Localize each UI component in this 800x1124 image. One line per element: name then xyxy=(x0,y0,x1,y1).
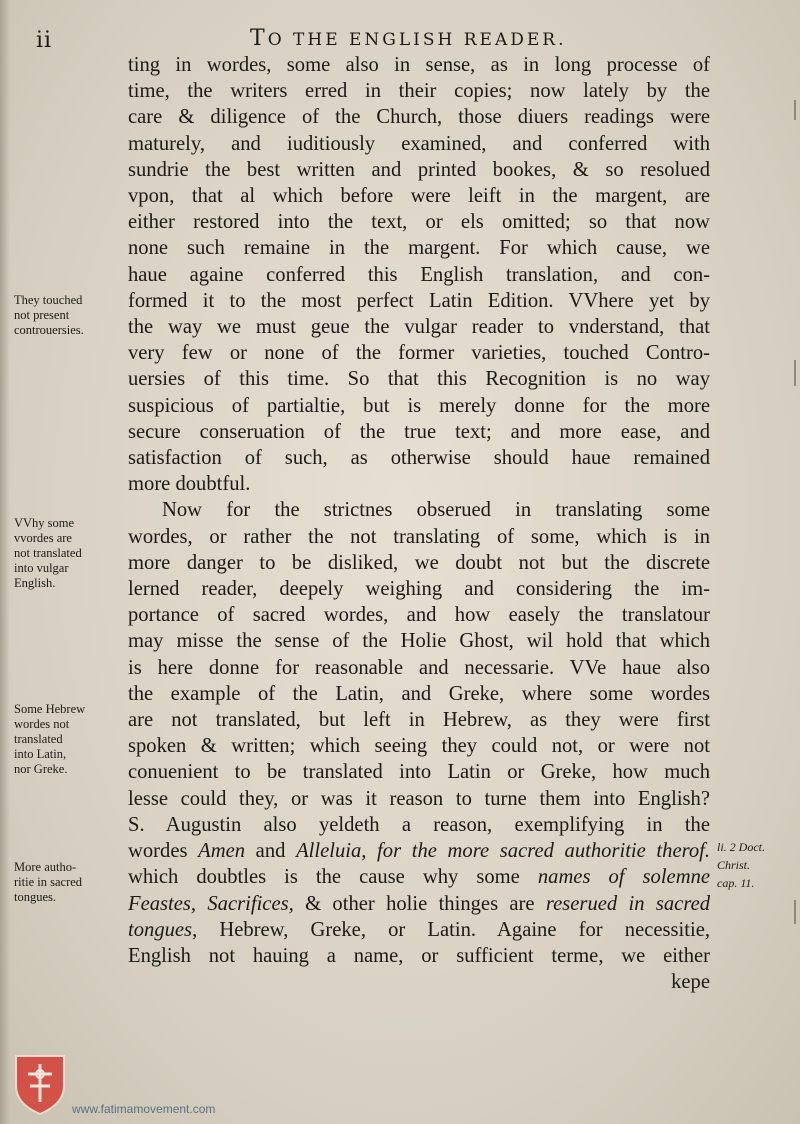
folio-number: ii xyxy=(36,28,53,53)
text-line: very few or none of the former varieties, touched Contro- xyxy=(128,342,710,365)
text-line xyxy=(128,917,710,943)
running-head-initial: T xyxy=(250,26,268,51)
text-line: either restored into the text, or els omitted; so that now xyxy=(128,211,710,234)
italic-run: reserued in sacred xyxy=(545,892,711,915)
text-line: may misse the sense of the Holie Ghost, wil hold that which xyxy=(128,630,710,653)
text-line: sundrie the best written and printed bookes, & so resolued xyxy=(128,158,710,181)
running-head xyxy=(250,26,566,51)
body-text xyxy=(128,52,710,995)
text-line: ting in wordes, some also in sense, as in long processe of xyxy=(128,54,710,76)
text-line: the way we must geue the vulgar reader to vnderstand, that xyxy=(128,316,710,339)
page-edge-mark xyxy=(794,100,796,120)
text-line: uersies of this time. So that this Recognition is no way xyxy=(128,368,710,391)
text-line: satisfaction of such, as otherwise should haue remained xyxy=(128,447,710,470)
text-line: wordes, or rather the not translating of some, which is in xyxy=(128,525,710,548)
text-line: lerned reader, deepely weighing and considering the im- xyxy=(128,578,710,601)
catchword: kepe xyxy=(671,971,710,994)
margin-note-reference: li. 2 Doct. Christ. cap. 11. xyxy=(717,840,765,890)
text-line: English not hauing a name, or sufficient terme, we either xyxy=(128,944,710,967)
text-line xyxy=(128,864,710,890)
text-line xyxy=(128,838,710,864)
text-line: haue againe conferred this English translation, and con- xyxy=(128,263,710,286)
text-line: S. Augustin also yeldeth a reason, exemplifying in the xyxy=(128,813,710,836)
text-line: portance of sacred wordes, and how easely the translatour xyxy=(128,604,710,627)
text-line: the example of the Latin, and Greke, where some wordes xyxy=(128,682,710,705)
italic-run: names of solemne xyxy=(537,866,711,889)
italic-run: Alleluia, for the more sacred authoritie therof. xyxy=(296,840,710,863)
margin-note: VVhy some vvordes are not translated into vulgar English. xyxy=(14,516,82,590)
page-edge-mark xyxy=(794,360,796,386)
text-line: is here donne for reasonable and necessarie. VVe haue also xyxy=(128,656,710,679)
text-run: which doubtles is the cause why some xyxy=(128,866,538,889)
text-run: & other holie thinges are xyxy=(293,892,546,915)
text-run: , Hebrew, Greke, or Latin. Againe for necessitie, xyxy=(192,918,710,941)
page-edge-mark xyxy=(794,900,796,924)
text-line: formed it to the most perfect Latin Edition. VVhere yet by xyxy=(128,289,710,312)
text-line: vpon, that al which before were leift in the margent, are xyxy=(128,185,710,208)
text-line: none such remaine in the margent. For which cause, we xyxy=(128,237,710,260)
page-gutter-shadow xyxy=(0,0,10,1124)
margin-note: More autho- ritie in sacred tongues. xyxy=(14,860,83,904)
margin-note: They touched not present controuersies. xyxy=(14,293,84,337)
text-line: maturely, and iuditiously examined, and conferred with xyxy=(128,132,710,155)
text-run: wordes xyxy=(128,840,199,863)
text-line: care & diligence of the Church, those diuers readings were xyxy=(128,106,710,129)
italic-run: Feastes, Sacrifices, xyxy=(128,892,294,915)
text-line: conuenient to be translated into Latin or Greke, how much xyxy=(128,761,710,784)
text-line: spoken & written; which seeing they could not, or were not xyxy=(128,735,710,758)
italic-run: tongues xyxy=(128,918,193,941)
italic-run: Amen xyxy=(198,840,246,863)
text-line: lesse could they, or was it reason to turne them into English? xyxy=(128,787,710,810)
running-head-rest: O THE ENGLISH READER. xyxy=(267,30,567,50)
text-line: Now for the strictnes obserued in translating some xyxy=(162,499,710,522)
text-line: secure conseruation of the true text; and more ease, and xyxy=(128,420,710,443)
text-line: time, the writers erred in their copies; now lately by the xyxy=(128,80,710,103)
watermark-link[interactable]: www.fatimamovement.com xyxy=(72,1102,216,1116)
text-line: more danger to be disliked, we doubt not but the discrete xyxy=(128,551,710,574)
fatima-logo-icon xyxy=(12,1052,68,1116)
text-line: suspicious of partialtie, but is merely donne for the more xyxy=(128,394,710,417)
text-line: are not translated, but left in Hebrew, as they were first xyxy=(128,709,710,732)
margin-note: Some Hebrew wordes not translated into Latin, nor Greke. xyxy=(14,702,86,776)
text-line xyxy=(128,891,710,917)
text-run: and xyxy=(245,840,297,863)
text-line: more doubtful. xyxy=(128,473,251,496)
